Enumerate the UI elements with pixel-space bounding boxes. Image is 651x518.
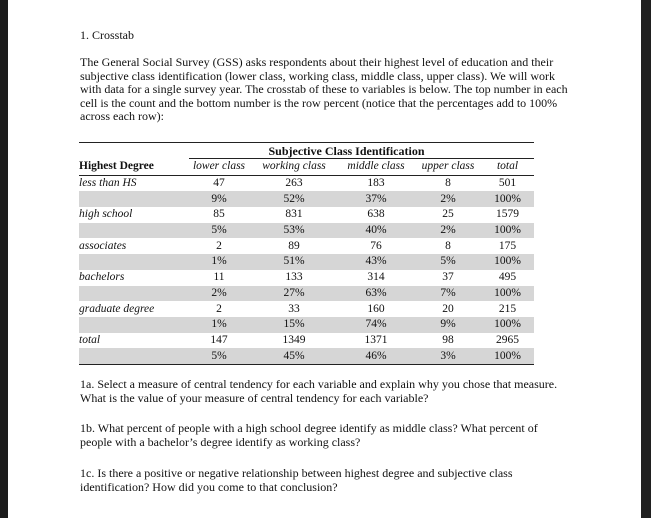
row-label: graduate degree <box>79 302 155 315</box>
count-row <box>79 207 534 223</box>
question-1c: 1c. Is there a positive or negative relationship between highest degree and subjective class identification? How did you come to that conclusion? <box>80 466 513 494</box>
row-label: total <box>79 333 101 346</box>
percent-cell: 100% <box>481 223 534 239</box>
crosstab-table <box>79 142 534 365</box>
percent-cell: 37% <box>337 191 415 207</box>
count-cell: 1349 <box>282 333 306 346</box>
percent-cell: 5% <box>187 348 251 364</box>
percent-cell: 2% <box>187 286 251 302</box>
count-cell: 37 <box>442 271 454 284</box>
count-cell: 314 <box>367 271 385 284</box>
percent-cell: 100% <box>481 191 534 207</box>
count-cell: 2 <box>216 302 222 315</box>
count-cell: 8 <box>445 177 451 190</box>
count-cell: 98 <box>442 333 454 346</box>
percent-cell: 52% <box>251 191 337 207</box>
col-header-lower: lower class <box>192 160 246 173</box>
count-cell: 183 <box>367 177 385 190</box>
row-label: associates <box>79 239 127 252</box>
blank-cell <box>79 317 187 333</box>
count-cell: 638 <box>367 208 385 221</box>
count-cell: 215 <box>498 302 517 315</box>
count-cell: 495 <box>498 271 517 284</box>
count-row <box>79 333 534 349</box>
count-cell: 2 <box>216 239 222 252</box>
table-top-rule <box>79 142 534 143</box>
percent-cell: 9% <box>415 317 481 333</box>
right-edge <box>641 0 651 518</box>
count-row <box>79 301 534 317</box>
row-label: high school <box>79 208 133 221</box>
question-1b: 1b. What percent of people with a high school degree identify as middle class? What percent of people with a bachelor’s degree identify as working class? <box>80 421 538 449</box>
row-header: Highest Degree <box>79 160 154 173</box>
blank-cell <box>79 191 187 207</box>
count-row <box>79 270 534 286</box>
section-heading: 1. Crosstab <box>80 28 134 42</box>
percent-row <box>79 286 534 302</box>
percent-cell: 45% <box>251 348 337 364</box>
count-cell: 175 <box>498 239 517 252</box>
question-1a: 1a. Select a measure of central tendency for each variable and explain why you chose that measure. What is the value of your measure of central tendency for each variable? <box>80 377 558 405</box>
percent-row <box>79 254 534 270</box>
count-row <box>79 175 534 191</box>
percent-cell: 1% <box>187 254 251 270</box>
count-row <box>79 238 534 254</box>
percent-row <box>79 191 534 207</box>
super-header: Subjective Class Identification <box>268 144 425 158</box>
header-row <box>79 159 534 175</box>
percent-row <box>79 348 534 364</box>
percent-cell: 63% <box>337 286 415 302</box>
percent-cell: 2% <box>415 191 481 207</box>
percent-cell: 40% <box>337 223 415 239</box>
count-cell: 1371 <box>364 333 388 346</box>
percent-cell: 7% <box>415 286 481 302</box>
document-page <box>8 0 641 518</box>
count-cell: 160 <box>367 302 385 315</box>
percent-cell: 100% <box>481 254 534 270</box>
blank-cell <box>79 348 187 364</box>
col-header-working: working class <box>262 160 326 173</box>
percent-cell: 27% <box>251 286 337 302</box>
percent-cell: 100% <box>481 286 534 302</box>
percent-cell: 2% <box>415 223 481 239</box>
count-cell: 831 <box>285 208 303 221</box>
col-header-upper: upper class <box>421 160 475 173</box>
count-cell: 1579 <box>496 208 519 221</box>
blank-cell <box>79 223 187 239</box>
count-cell: 76 <box>370 239 382 252</box>
row-label: less than HS <box>79 177 137 190</box>
count-cell: 2965 <box>496 333 519 346</box>
count-cell: 147 <box>210 333 228 346</box>
count-cell: 501 <box>498 177 517 190</box>
count-cell: 33 <box>288 302 300 315</box>
percent-cell: 100% <box>481 348 534 364</box>
row-label: bachelors <box>79 271 125 284</box>
percent-row <box>79 223 534 239</box>
count-cell: 8 <box>445 239 451 252</box>
blank-cell <box>79 286 187 302</box>
count-cell: 89 <box>288 239 300 252</box>
col-header-middle: middle class <box>347 160 405 173</box>
count-cell: 20 <box>442 302 454 315</box>
intro-paragraph: The General Social Survey (GSS) asks respondents about their highest level of education and their subjective class identification (lower class, working class, middle class, upper class). We will work with data for a single survey year. The crosstab of these to variables is below. The top number in each cell is the count and the bottom number is the row percent (notice that the percentages add to 100% across each row): <box>80 55 568 123</box>
col-header-total: total <box>496 160 519 173</box>
left-edge <box>0 0 8 518</box>
percent-cell: 53% <box>251 223 337 239</box>
count-cell: 263 <box>285 177 303 190</box>
count-cell: 11 <box>213 271 225 284</box>
percent-cell: 3% <box>415 348 481 364</box>
count-cell: 133 <box>285 271 303 284</box>
percent-cell: 100% <box>481 317 534 333</box>
percent-cell: 15% <box>251 317 337 333</box>
percent-cell: 5% <box>187 223 251 239</box>
blank-cell <box>79 254 187 270</box>
count-cell: 47 <box>213 177 225 190</box>
percent-cell: 5% <box>415 254 481 270</box>
percent-cell: 46% <box>337 348 415 364</box>
percent-cell: 43% <box>337 254 415 270</box>
count-cell: 85 <box>213 208 225 221</box>
percent-cell: 9% <box>187 191 251 207</box>
count-cell: 25 <box>442 208 454 221</box>
percent-cell: 1% <box>187 317 251 333</box>
percent-cell: 51% <box>251 254 337 270</box>
percent-row <box>79 317 534 333</box>
percent-cell: 74% <box>337 317 415 333</box>
